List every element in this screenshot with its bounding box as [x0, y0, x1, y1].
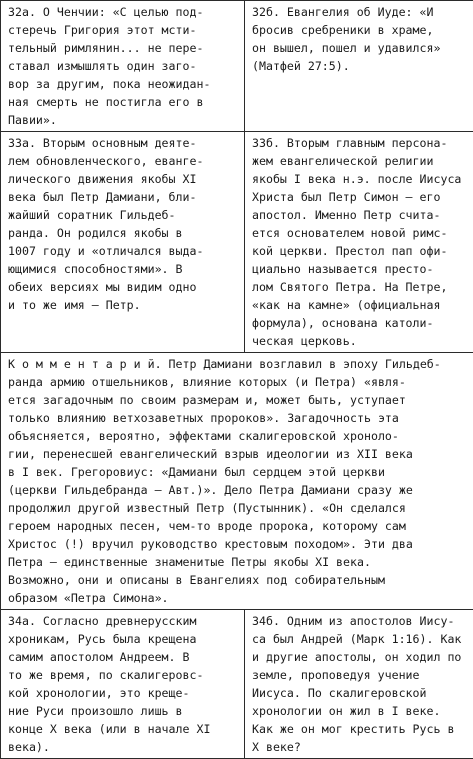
table-row: [1, 353, 473, 610]
cell-34b: 34б. Одним из апостолов Иису- са был Андрей (Марк 1:16). Как и другие апостолы, он ходил по земле, проповедуя учение Иисуса. По скалигеровской хронологии он жил в I веке. Как же он мог крестить Русь в X веке?: [245, 610, 473, 759]
cell-33a: 33а. Вторым основным деяте- лем обновленческого, еванге- лического движения якобы XI века был Петр Дамиани, бли- жайший соратник Гильдеб- ранда. Он родился якобы в 1007 году и «отличался выда- ющимися способностями». В обеих версиях мы видим одно и то же имя – Петр.: [1, 132, 245, 353]
cell-33b: 33б. Вторым главным персона- жем евангелической религии якобы I века н.э. после Иисуса Христа был Петр Симон – его апостол. Именно Петр счита- ется основателем новой римс- кой церкви. Престол пап офи- циально называется престо- лом Святого Петра. На Петре, «как на камне» (официальная формула), основана католи- ческая церковь.: [245, 132, 473, 353]
table-row: [1, 1, 473, 132]
cell-32a: 32а. О Ченчии: «С целью под- стеречь Григория этот мсти- тельный римлянин... не пере- ставал измышлять один заго- вор за другим, пока неожидан- ная смерть не постигла его в Павии».: [1, 1, 245, 132]
cell-32b: 32б. Евангелия об Иуде: «И бросив сребреники в храме, он вышел, пошел и удавился» (Матфей 27:5).: [245, 1, 473, 132]
table-row: [1, 132, 473, 353]
table-row: [1, 610, 473, 759]
commentary-cell: К о м м е н т а р и й. Петр Дамиани возглавил в эпоху Гильдеб- ранда армию отшельников, влияние которых (и Петра) «явля- ется загадочным по своим размерам и, может быть, уступает только влиянию ветхозаветных пророков». Загадочность эта объясняется, вероятно, эффектами скалигеровской хроноло- гии, перенесшей евангелический взрыв идеологии из XII века в I век. Грегоровиус: «Дамиани был сердцем этой церкви (церкви Гильдебранда – Авт.)». Дело Петра Дамиани сразу же продолжил другой известный Петр (Пустынник). «Он сделался героем народных песен, чем-то вроде пророка, которому сам Христос (!) вручил руководство крестовым походом». Эти два Петра – единственные знаменитые Петры якобы XI века. Возможно, они и описаны в Евангелиях под собирательным образом «Петра Симона».: [1, 353, 473, 610]
cell-34a: 34а. Согласно древнерусским хроникам, Русь была крещена самим апостолом Андреем. В то же время, по скалигеровс- кой хронологии, это креще- ние Руси произошло лишь в конце X века (или в начале XI века).: [1, 610, 245, 759]
